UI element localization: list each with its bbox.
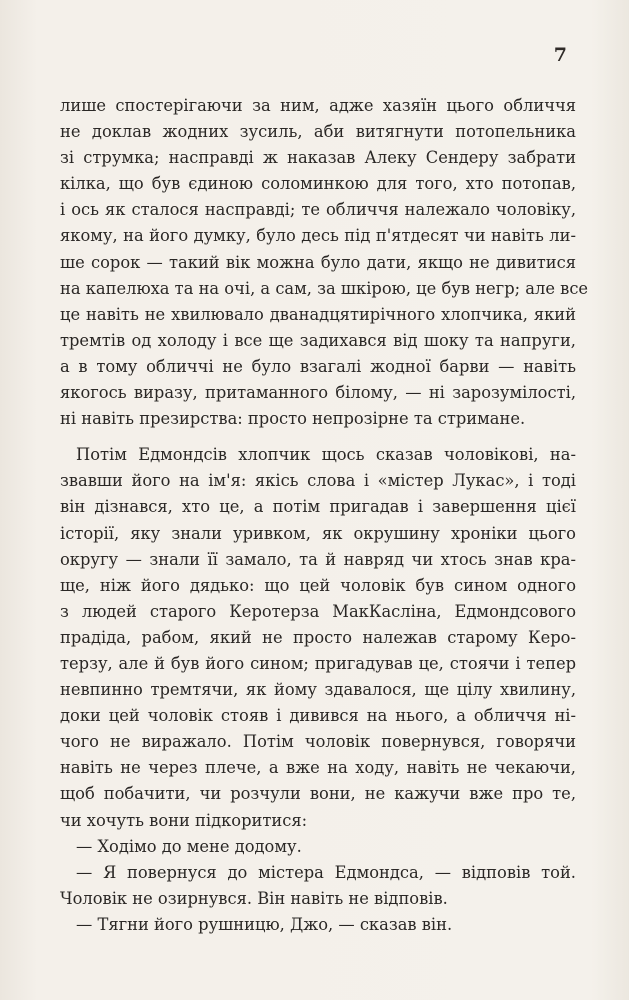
text-line: зі струмка; насправді ж наказав Алеку Сендеру забрати <box>60 148 576 168</box>
text-line: Чоловік не озирнувся. Він навіть не відповів. <box>60 888 448 908</box>
text-line: не доклав жодних зусиль, аби витягнути потопельника <box>60 122 576 142</box>
text-line: з людей старого Керотерза МакКасліна, Едмондсового <box>60 601 576 621</box>
text-line: кілка, що був єдиною соломинкою для того, хто потопав, <box>60 174 576 194</box>
text-line: якогось виразу, притаманного білому, — ні зарозумілості, <box>60 383 576 403</box>
text-line: прадіда, рабом, який не просто належав старому Керо- <box>60 627 576 647</box>
paragraph <box>60 442 576 833</box>
body-text <box>60 93 589 938</box>
paragraph <box>60 860 576 912</box>
text-line: тремтів од холоду і все ще задихався від шоку та напруги, <box>60 330 576 350</box>
page-number: 7 <box>553 44 567 66</box>
paragraph <box>60 834 576 860</box>
text-line: це навіть не хвилювало дванадцятирічного хлопчика, який <box>60 304 576 324</box>
text-line: — Тягни його рушницю, Джо, — сказав він. <box>76 914 453 934</box>
text-line: якому, на його думку, було десь під п'ятдесят чи навіть ли- <box>60 226 576 246</box>
text-line: і ось як сталося насправді; те обличчя належало чоловіку, <box>60 200 576 220</box>
paragraph <box>60 93 589 432</box>
text-line: на капелюха та на очі, а сам, за шкірою, це був негр; але все <box>60 278 589 298</box>
text-line: невпинно тремтячи, як йому здавалося, ще цілу хвилину, <box>60 680 576 700</box>
text-line: доки цей чоловік стояв і дивився на нього, а обличчя ні- <box>60 706 576 726</box>
paragraph <box>60 912 576 938</box>
text-line: округу — знали її замало, та й навряд чи хтось знав кра- <box>60 549 576 569</box>
text-line: ні навіть презирства: просто непрозірне та стримане. <box>60 409 526 429</box>
text-line: — Ходімо до мене додому. <box>76 836 302 856</box>
text-line: лише спостерігаючи за ним, адже хазяїн цього обличчя <box>60 96 576 115</box>
text-line: навіть не через плече, а вже на ходу, навіть не чекаючи, <box>60 758 576 778</box>
text-line: Потім Едмондсів хлопчик щось сказав чоловікові, на- <box>76 445 576 465</box>
paragraph-gap <box>60 432 576 442</box>
text-line: він дізнався, хто це, а потім пригадав і завершення цієї <box>60 497 576 517</box>
text-line: чого не виражало. Потім чоловік повернувся, говорячи <box>60 732 576 752</box>
text-line: ще, ніж його дядько: що цей чоловік був сином одного <box>60 575 576 595</box>
text-line: ше сорок — такий вік можна було дати, якщо не дивитися <box>60 252 576 272</box>
text-line: звавши його на ім'я: якісь слова і «містер Лукас», і тоді <box>60 471 576 491</box>
text-line: — Я повернуся до містера Едмондса, — відповів той. <box>76 862 576 882</box>
text-line: історії, яку знали уривком, як окрушину хроніки цього <box>60 523 576 543</box>
text-line: а в тому обличчі не було взагалі жодної барви — навіть <box>60 356 576 376</box>
text-line: терзу, але й був його сином; пригадував це, стоячи і тепер <box>60 653 576 673</box>
text-line: чи хочуть вони підкоритися: <box>60 810 308 830</box>
text-line: щоб побачити, чи розчули вони, не кажучи вже про те, <box>60 784 576 804</box>
